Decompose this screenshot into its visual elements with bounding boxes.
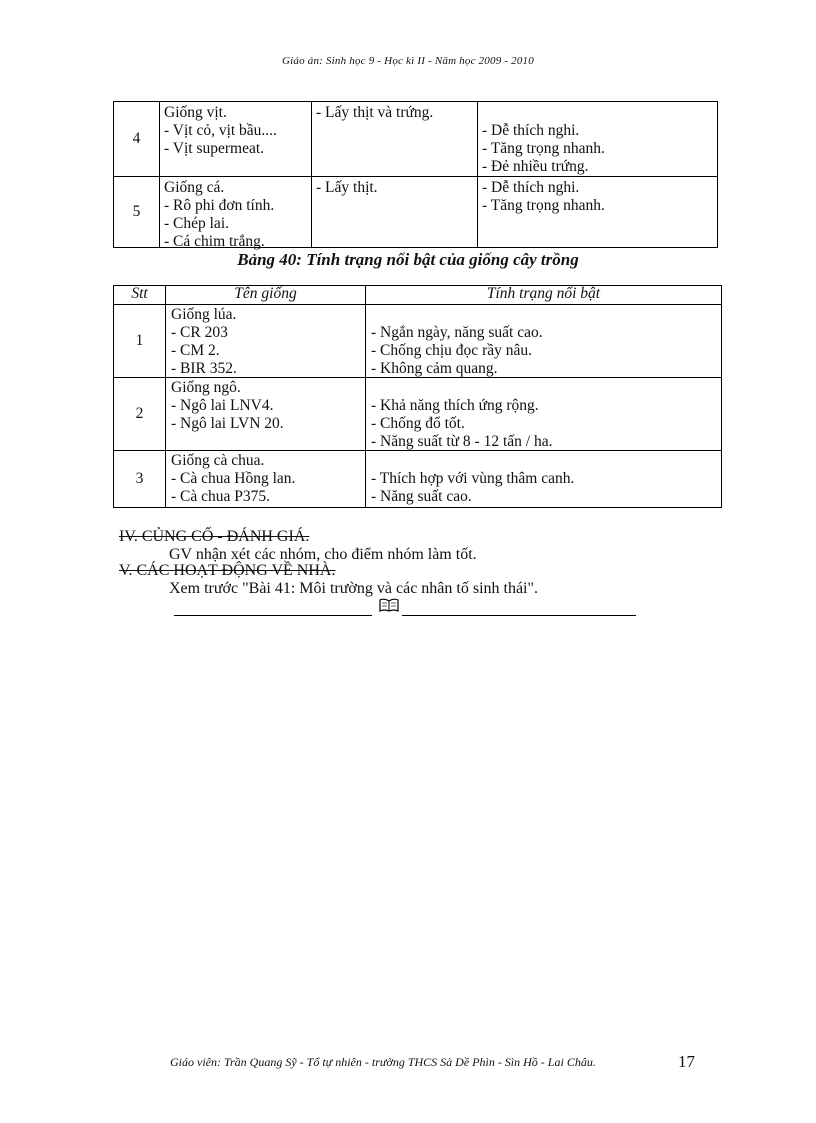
crop-name-cell — [166, 378, 366, 451]
trait-cell — [366, 451, 722, 508]
column-header: Tên giống — [166, 286, 366, 305]
breed-name-cell — [160, 177, 312, 248]
table-row — [114, 305, 722, 378]
trait-line: - Ngắn ngày, năng suất cao. — [371, 324, 543, 341]
breed-name-line: Giống vịt. — [164, 104, 227, 121]
trait-line: - Khả năng thích ứng rộng. — [371, 397, 539, 414]
column-header: Tính trạng nổi bật — [366, 286, 722, 305]
breed-name-line: - Vịt supermeat. — [164, 140, 265, 157]
table-header-row — [114, 286, 722, 305]
crop-name-line: - Ngô lai LVN 20. — [171, 415, 284, 432]
crop-name-line: - CM 2. — [171, 342, 220, 359]
table-row — [114, 177, 718, 248]
section-text: Xem trước "Bài 41: Môi trường và các nhân tố sinh thái". — [169, 580, 539, 597]
section-review — [119, 528, 477, 564]
page-header: Giáo án: Sinh học 9 - Học kì II - Năm học 2009 - 2010 — [282, 55, 534, 67]
page-footer: Giáo viên: Trần Quang Sỹ - Tổ tự nhiên - trường THCS Sà Dề Phìn - Sìn Hồ - Lai Châu. — [170, 1055, 596, 1069]
row-number: 1 — [114, 305, 166, 378]
trait-line: - Không cảm quang. — [371, 360, 498, 377]
crop-name-line: - Cà chua P375. — [171, 488, 271, 505]
use-cell — [312, 177, 478, 248]
trait-line: - Chống chịu đọc rầy nâu. — [371, 342, 532, 359]
row-number: 3 — [114, 451, 166, 508]
table-title: Bảng 40: Tính trạng nổi bật của giống cây trồng — [237, 250, 579, 269]
table-row — [114, 102, 718, 177]
page-number: 17 — [678, 1052, 695, 1071]
table-row — [114, 378, 722, 451]
breed-name-cell — [160, 102, 312, 177]
breed-name-line: - Vịt cỏ, vịt bầu.... — [164, 122, 277, 139]
crop-name-line: Giống cà chua. — [171, 452, 265, 469]
crop-name-cell — [166, 451, 366, 508]
crop-name-line: Giống lúa. — [171, 306, 237, 323]
trait-line: - Thích hợp với vùng thâm canh. — [371, 470, 575, 487]
trait-line: - Năng suất cao. — [371, 488, 472, 505]
crop-name-line: - CR 203 — [171, 324, 228, 341]
use-cell — [312, 102, 478, 177]
crop-name-line: - BIR 352. — [171, 360, 237, 377]
trait-line: - Đẻ nhiều trứng. — [482, 158, 589, 175]
trait-cell — [478, 177, 718, 248]
breed-name-line: - Rô phi đơn tính. — [164, 197, 275, 214]
trait-line: - Tăng trọng nhanh. — [482, 140, 605, 157]
crop-name-line: Giống ngô. — [171, 379, 241, 396]
crop-name-cell — [166, 305, 366, 378]
breed-name-line: - Cá chim trắng. — [164, 233, 265, 250]
trait-line: - Năng suất từ 8 - 12 tấn / ha. — [371, 433, 553, 450]
section-homework — [119, 562, 538, 598]
trait-line: - Dễ thích nghi. — [482, 179, 580, 196]
row-number: 5 — [114, 177, 160, 248]
crop-table — [113, 285, 722, 508]
section-heading: V. CÁC HOẠT ĐỘNG VỀ NHÀ. — [119, 562, 336, 579]
breed-name-line: - Chép lai. — [164, 215, 229, 232]
book-icon — [379, 598, 399, 612]
use-text: - Lấy thịt và trứng. — [316, 104, 434, 121]
trait-cell — [366, 378, 722, 451]
row-number: 2 — [114, 378, 166, 451]
section-text: GV nhận xét các nhóm, cho điểm nhóm làm tốt. — [169, 546, 477, 563]
livestock-table — [113, 101, 718, 248]
row-number: 4 — [114, 102, 160, 177]
trait-cell — [478, 102, 718, 177]
trait-cell — [366, 305, 722, 378]
trait-line: - Tăng trọng nhanh. — [482, 197, 605, 214]
crop-name-line: - Ngô lai LNV4. — [171, 397, 274, 414]
breed-name-line: Giống cá. — [164, 179, 225, 196]
section-heading: IV. CỦNG CỐ - ĐÁNH GIÁ. — [119, 528, 310, 545]
trait-line: - Chống đổ tốt. — [371, 415, 465, 432]
crop-name-line: - Cà chua Hồng lan. — [171, 470, 296, 487]
trait-line: - Dễ thích nghi. — [482, 122, 580, 139]
table-row — [114, 451, 722, 508]
divider-line-left — [174, 615, 372, 616]
column-header: Stt — [114, 286, 166, 305]
divider-line-right — [402, 615, 636, 616]
use-text: - Lấy thịt. — [316, 179, 378, 196]
